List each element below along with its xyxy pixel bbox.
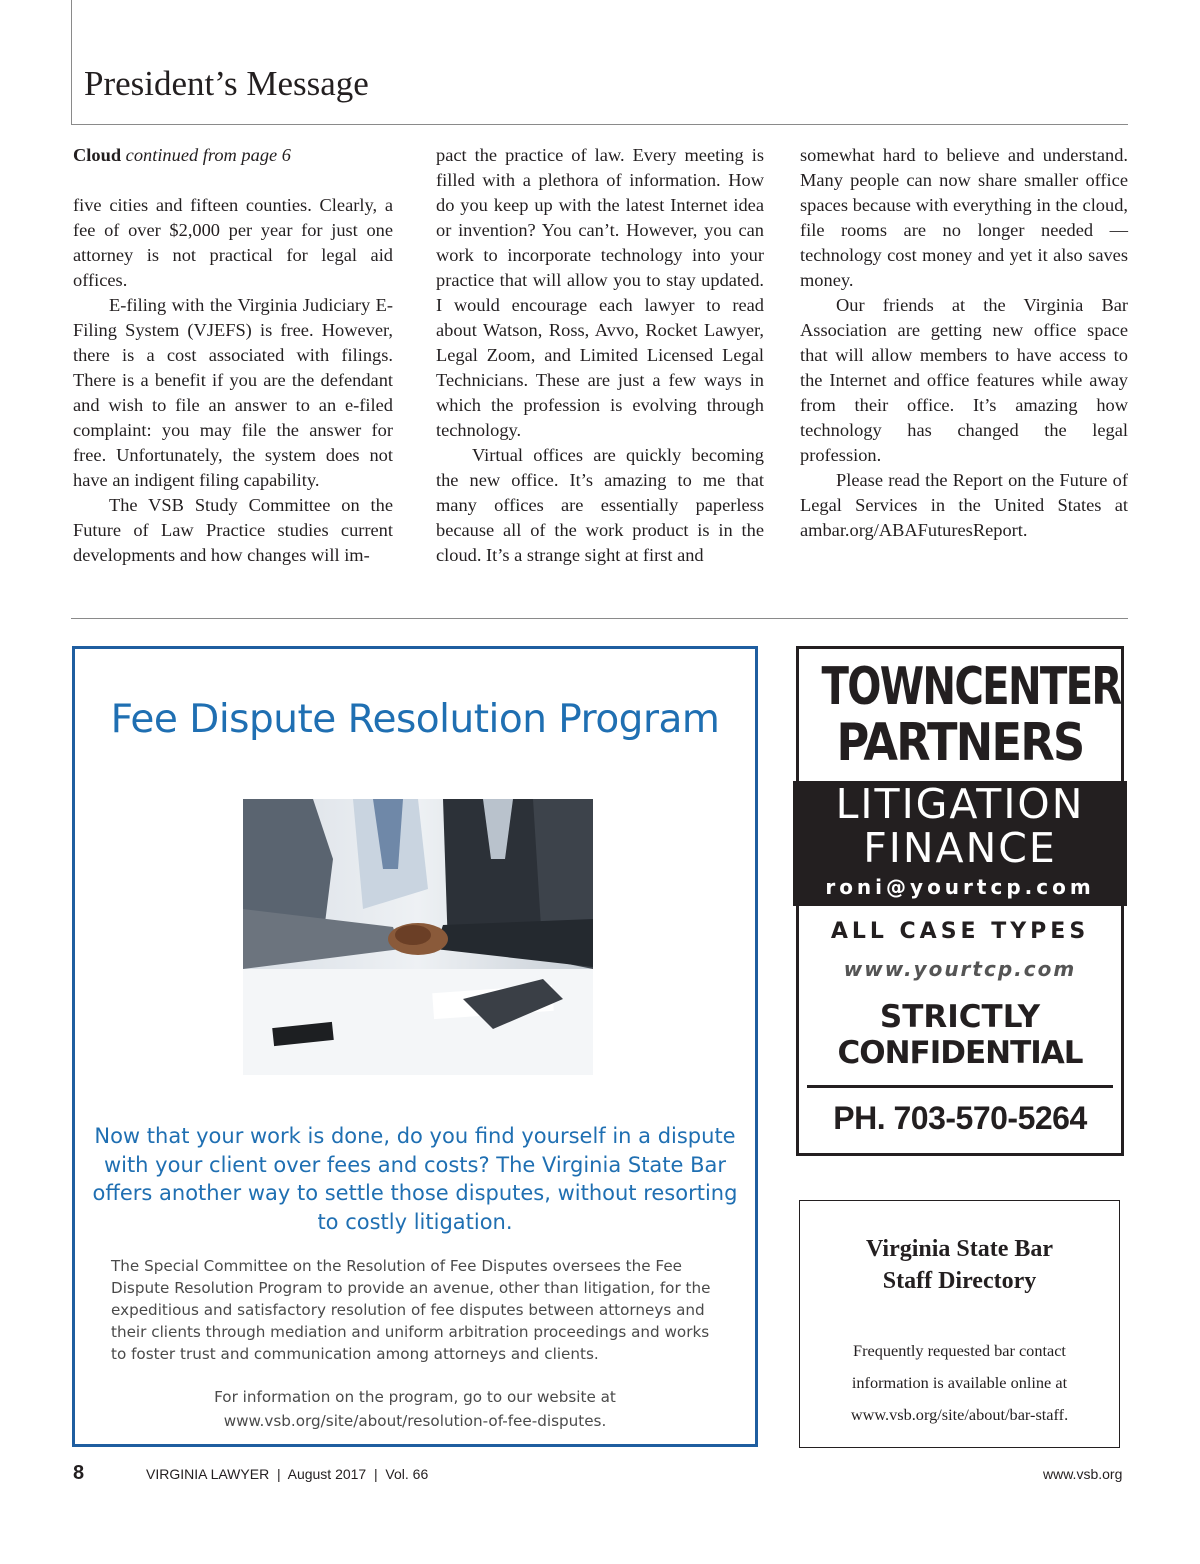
staff-directory-title bbox=[800, 1233, 1119, 1297]
ad-confidential-line1: STRICTLY bbox=[879, 999, 1041, 1035]
ad-service-line1: LITIGATION bbox=[835, 780, 1085, 828]
paragraph: Our friends at the Virginia Bar Association are getting new office space that will allow members to have access to the Internet and office features while away from their office. It’s amazing how technology has changed the legal profession. bbox=[800, 295, 1128, 465]
fee-dispute-info-line: For information on the program, go to our website at bbox=[214, 1388, 616, 1406]
footer-publication: VIRGINIA LAWYER | August 2017 | Vol. 66 bbox=[146, 1466, 429, 1482]
continuation-label: Cloud bbox=[73, 145, 122, 165]
continuation-note: continued from page 6 bbox=[125, 145, 291, 165]
ad-company-line1: TOWNCENTER bbox=[821, 657, 1121, 717]
ad-company-line2: PARTNERS bbox=[836, 713, 1084, 773]
staff-directory-title-line2: Staff Directory bbox=[882, 1268, 1037, 1294]
page-number: 8 bbox=[73, 1462, 85, 1484]
ad-website[interactable]: www.yourtcp.com bbox=[843, 957, 1077, 981]
paragraph: E-filing with the Virginia Judiciary E-Filing System (VJEFS) is free. However, there is a cost associated with filings. There is a benefit if you are the defendant and wish to file an answer to an e-filed complaint: you may file the answer for free. Unfortunately, the system does not have an indigent filing capability. bbox=[73, 295, 393, 490]
article-bottom-rule bbox=[71, 618, 1128, 619]
ad-divider bbox=[807, 1085, 1113, 1088]
ad-service-line2: FINANCE bbox=[863, 824, 1057, 872]
handshake-illustration bbox=[243, 799, 593, 1075]
paragraph: five cities and fifteen counties. Clearly, a fee of over $2,000 per year for just one attorney is not practical for legal aid offices. bbox=[73, 195, 393, 290]
handshake-photo bbox=[243, 799, 593, 1075]
staff-directory-text-line: Frequently requested bar contact bbox=[853, 1341, 1066, 1360]
paragraph: Virtual offices are quickly becoming the new office. It’s amazing to me that many offices are essentially paperless because all of the work product is in the cloud. It’s a strange sight at first and bbox=[436, 445, 764, 565]
ad-dark-band bbox=[793, 781, 1127, 906]
section-title: President’s Message bbox=[84, 64, 369, 103]
fee-dispute-box bbox=[72, 646, 758, 1447]
ad-confidential-line2: CONFIDENTIAL bbox=[837, 1035, 1083, 1071]
fee-dispute-body: The Special Committee on the Resolution of Fee Disputes oversees the Fee Dispute Resolution Program to provide an avenue, other than litigation, for the expeditious and satisfactory resolution of fee disputes between attorneys and their clients through mediation and uniform arbitration proceedings and works to foster trust and communication among attorneys and clients. bbox=[111, 1257, 711, 1363]
fee-dispute-lead: Now that your work is done, do you find yourself in a dispute with your client over fees and costs? The Virginia State Bar offers another way to settle those disputes, without resorting to costly litigation. bbox=[92, 1124, 738, 1234]
header-rule-vertical bbox=[71, 0, 72, 124]
article-column-3 bbox=[800, 143, 1128, 543]
towncenter-ad bbox=[796, 646, 1124, 1156]
paragraph: Please read the Report on the Future of Legal Services in the United States at ambar.org/ABAFuturesReport. bbox=[800, 470, 1128, 540]
article-column-2 bbox=[436, 143, 764, 568]
staff-directory-title-line1: Virginia State Bar bbox=[865, 1236, 1054, 1262]
continuation-line bbox=[73, 143, 393, 168]
staff-directory-text-line: information is available online at bbox=[851, 1373, 1068, 1392]
article-column-1 bbox=[73, 143, 393, 568]
footer-website[interactable]: www.vsb.org bbox=[1043, 1466, 1123, 1482]
staff-directory-link[interactable]: www.vsb.org/site/about/bar-staff. bbox=[850, 1405, 1069, 1424]
fee-dispute-info bbox=[75, 1385, 755, 1433]
fee-dispute-title: Fee Dispute Resolution Program bbox=[110, 697, 720, 742]
paragraph: pact the practice of law. Every meeting is filled with a plethora of information. How do you keep up with the latest Internet idea or invention? You can’t. However, you can work to incorporate technology into your practice that will allow you to stay updated. I would encourage each lawyer to read about Watson, Ross, Avvo, Rocket Lawyer, Legal Zoom, and Limited Licensed Legal Technicians. These are just a few ways in which the profession is evolving through technology. bbox=[436, 145, 764, 440]
paragraph: somewhat hard to believe and understand. Many people can now share smaller office spaces because with everything in the cloud, file rooms are no longer needed — technology cost money and yet it also saves money. bbox=[800, 145, 1128, 290]
ad-phone: PH. 703-570-5264 bbox=[833, 1100, 1087, 1136]
staff-directory-box bbox=[799, 1200, 1120, 1448]
ad-case-types: ALL CASE TYPES bbox=[830, 919, 1090, 944]
fee-dispute-website[interactable]: www.vsb.org/site/about/resolution-of-fee-disputes. bbox=[223, 1412, 607, 1430]
staff-directory-text bbox=[800, 1335, 1119, 1431]
ad-email[interactable]: roni@yourtcp.com bbox=[825, 875, 1095, 899]
paragraph: The VSB Study Committee on the Future of Law Practice studies current developments and how changes will im- bbox=[73, 495, 393, 565]
header-rule bbox=[71, 124, 1128, 125]
